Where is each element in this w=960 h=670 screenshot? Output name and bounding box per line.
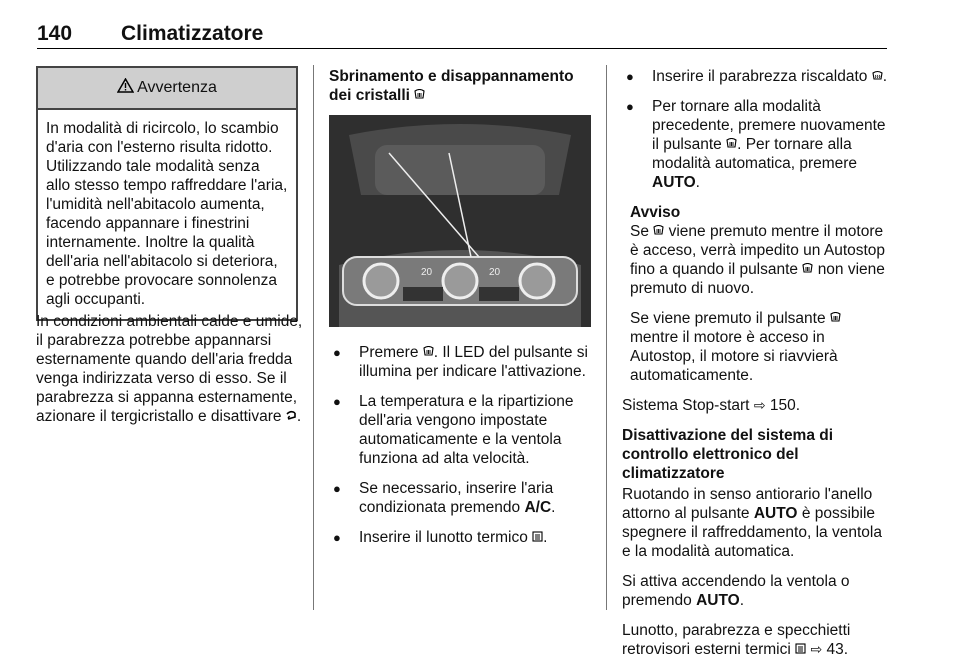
list-item [329, 392, 593, 468]
heated-windscreen-icon [872, 68, 883, 80]
note-box [622, 203, 888, 385]
col1-paragraph-text: In condizioni ambientali calde e umide, il parabrezza potrebbe appannarsi esternamente quando dell'aria fredda venga indirizzata verso di esso. Se il parabrezza si appanna esternamente, azionare il tergicristallo e disattivare [36, 313, 303, 425]
note-text: Se [630, 223, 649, 240]
section-heading-deactivation: Disattivazione del sistema di controllo elettronico del climatizzatore [622, 427, 834, 482]
air-recirculation-icon [286, 408, 297, 420]
right-temperature-readout: 20 [489, 267, 501, 278]
note-paragraph-2 [630, 309, 888, 385]
page-reference-arrow-icon: ⇨ [810, 641, 823, 657]
step-text: . Il LED del pulsante si illumina per indicare l'attivazione. [359, 344, 588, 380]
column-1-text [36, 312, 304, 437]
column-2 [329, 67, 593, 558]
note-text: viene premuto mentre il motore è acceso, verrà impedito un Autostop fino a quando il pulsante [630, 223, 886, 278]
stop-start-reference [622, 396, 888, 415]
reference-page: 43. [826, 641, 849, 658]
note-title: Avviso [630, 204, 681, 221]
step-text: Per tornare alla modalità precedente, premere nuovamente il pulsante [652, 98, 886, 153]
warning-header [38, 68, 296, 110]
windscreen-defrost-icon [802, 261, 813, 273]
paragraph-text: Si attiva accendendo la ventola o premendo [622, 573, 850, 609]
left-temperature-readout: 20 [421, 267, 433, 278]
column-3 [622, 67, 888, 670]
col1-paragraph: In condizioni ambientali calde e umide, il parabrezza potrebbe appannarsi esternamente quando dell'aria fredda venga indirizzata verso di esso. Se il parabrezza si appanna esternamente, azionare il tergicristallo e disattivare . [36, 313, 303, 425]
reference-page: 150. [769, 397, 801, 414]
windscreen-defrost-icon [830, 310, 841, 322]
warning-body: In modalità di ricircolo, lo scambio d'aria con l'esterno risulta ridotto. Utilizzando tale modalità senza allo stesso tempo raffreddare l'aria, l'umidità nell'abitacolo aumenta, facendo appannare i finestrini internamente. Inoltre la qualità dell'aria nell'abitacolo si deteriora, e potrebbe provocare sonnolenza agli occupanti. [46, 120, 288, 308]
activation-paragraph: Si attiva accendendo la ventola o premendo AUTO. [622, 573, 850, 609]
note-text: mentre il motore è acceso in Autostop, il motore si riavvierà automaticamente. [630, 329, 838, 384]
step-text: . Per tornare alla modalità automatica, premere [652, 136, 858, 172]
control-panel-illustration [329, 115, 591, 327]
rear-window-heater-icon [795, 641, 806, 653]
step-text: Inserire il lunotto termico [359, 529, 528, 546]
page-number: 140 [37, 22, 73, 45]
rear-window-heater-icon [532, 529, 543, 541]
paragraph-text: Ruotando in senso antiorario l'anello attorno al pulsante [622, 486, 873, 522]
climate-control-panel-photo [329, 115, 591, 327]
heated-mirrors-reference [622, 621, 888, 659]
list-item: ● Inserire il lunotto termico . [329, 528, 593, 547]
ac-button-label: A/C [524, 499, 552, 516]
heater-steps-list [622, 67, 888, 192]
step-text: Se necessario, inserire l'aria condizionata premendo [359, 480, 554, 516]
page-reference-arrow-icon: ⇨ [753, 397, 766, 413]
note-text: Se viene premuto il pulsante [630, 310, 826, 327]
windscreen-defrost-icon [653, 223, 664, 235]
auto-button-label: AUTO [696, 592, 740, 609]
list-item: ● Se necessario, inserire l'aria condizionata premendo A/C. [329, 479, 593, 517]
windscreen-defrost-icon [414, 87, 425, 99]
section-heading-defrost [329, 67, 593, 105]
chapter-title: Climatizzatore [121, 22, 264, 45]
note-paragraph-1 [630, 222, 888, 298]
section-heading-defrost-text: Sbrinamento e disappannamento dei cristalli [329, 68, 574, 104]
list-item: ● Inserire il parabrezza riscaldato . [622, 67, 888, 86]
warning-triangle-icon [117, 78, 134, 98]
warning-box [36, 66, 298, 321]
reference-text: Sistema Stop-start [622, 397, 750, 414]
paragraph-text: è possibile spegnere il raffreddamento, la ventola e la modalità automatica. [622, 505, 882, 560]
step-text: Premere [359, 344, 419, 361]
paragraph-text: Lunotto, parabrezza e specchietti retrovisori esterni termici [622, 622, 851, 658]
list-item: ● Per tornare alla modalità precedente, premere nuovamente il pulsante . Per tornare alla modalità automatica, premere AUTO. [622, 97, 888, 192]
warning-title: Avvertenza [137, 79, 217, 96]
step-text: Inserire il parabrezza riscaldato [652, 68, 868, 85]
deactivation-paragraph [622, 485, 888, 561]
step-text: La temperatura e la ripartizione dell'aria vengono impostate automaticamente e la ventola funziona ad alta velocità. [359, 393, 574, 467]
windscreen-defrost-icon [726, 136, 737, 148]
list-item [329, 343, 593, 381]
column-divider-1 [313, 65, 314, 610]
column-divider-2 [606, 65, 607, 610]
auto-button-label: AUTO [753, 505, 798, 522]
windscreen-defrost-icon [423, 344, 434, 356]
note-text: non viene premuto di nuovo. [630, 261, 885, 297]
auto-button-label: AUTO [652, 174, 696, 191]
defrost-steps-list [329, 343, 593, 547]
header-rule [37, 48, 887, 49]
